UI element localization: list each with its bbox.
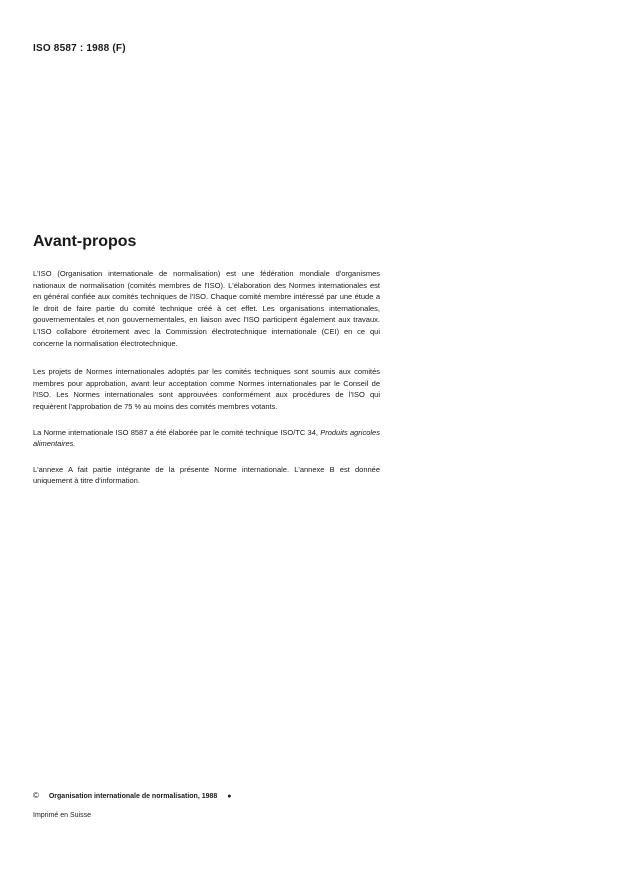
paragraph-iso-description: L'ISO (Organisation internationale de normalisation) est une fédération mondiale d'organismes nationaux de normalisation (comités membres de l'ISO). L'élaboration des Normes internationales est en général confiée aux comités techniques de l'ISO. Chaque comité membre intéressé par une étude a le droit de faire partie du comité technique créé à cet effet. Les organisations internationales, gouvernementales et non gouvernementales, en liaison avec l'ISO participent également aux travaux. L'ISO collabore étroitement avec la Commission électrotechnique internationale (CEI) en ce qui concerne la normalisation électrotechnique. bbox=[33, 269, 380, 348]
section-title: Avant-propos bbox=[33, 233, 137, 250]
bullet-icon: ● bbox=[227, 793, 232, 800]
paragraph-committee-text: La Norme internationale ISO 8587 a été élaborée par le comité technique ISO/TC 34, bbox=[33, 427, 318, 437]
copyright-text: Organisation internationale de normalisation, 1988 bbox=[48, 793, 218, 800]
copyright-icon: © bbox=[33, 791, 39, 800]
copyright-line bbox=[33, 791, 231, 800]
standard-reference: ISO 8587 : 1988 (F) bbox=[33, 43, 126, 54]
printed-in: Imprimé en Suisse bbox=[33, 812, 91, 819]
paragraph-committee-italic: Produits agricoles alimentaires. bbox=[33, 427, 380, 449]
foreword-body bbox=[33, 268, 380, 499]
paragraph-committee bbox=[33, 427, 380, 450]
paragraph-annexes: L'annexe A fait partie intégrante de la présente Norme internationale. L'annexe B est donnée uniquement à titre d'information. bbox=[33, 464, 380, 486]
paragraph-approval-process: Les projets de Normes internationales adoptés par les comités techniques sont soumis aux comités membres pour approbation, avant leur acceptation comme Normes internationales par le Conseil de l'ISO. Les Normes internationales sont approuvées conformément aux procédures de l'ISO qui requièrent l'approbation de 75 % au moins des comités membres votants. bbox=[33, 367, 380, 411]
